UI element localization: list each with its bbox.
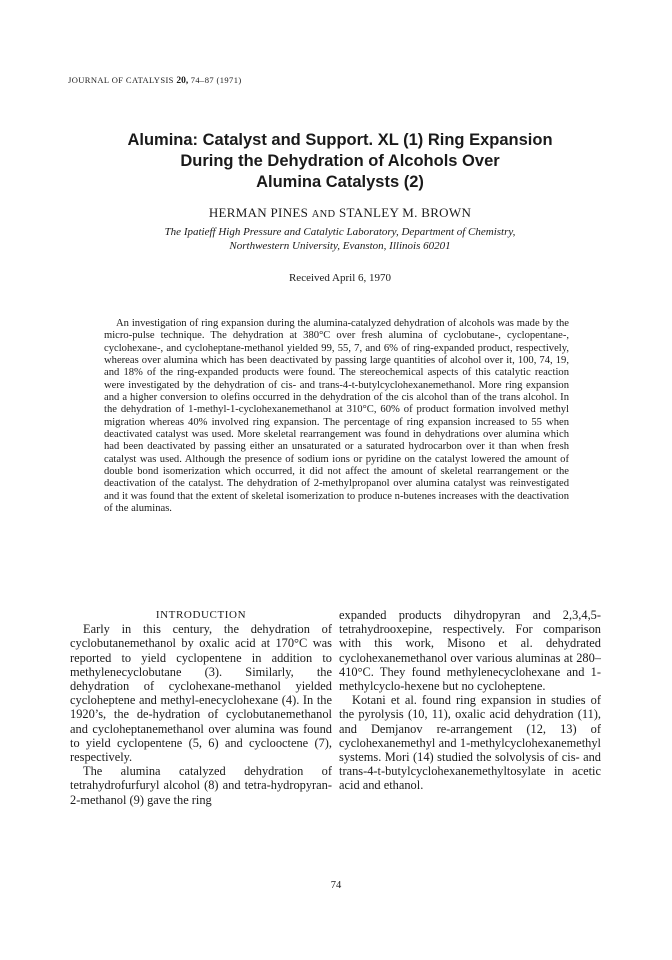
- author-line: [60, 205, 620, 221]
- author-2: STANLEY M. BROWN: [338, 205, 472, 220]
- title-block: [60, 130, 620, 284]
- title-line-1: Alumina: Catalyst and Support. XL (1) Ring Expansion: [127, 131, 553, 149]
- abstract: An investigation of ring expansion during the alumina-catalyzed dehydration of alcohols was made by the micro-pulse technique. The dehydration at 380°C over fresh alumina of cyclobutane-, cyclopentane-, cyclohexane-, and cycloheptane-methanol yielded 99, 55, 7, and 6% of ring-expanded product, respectively, whereas over alumina which has been deactivated by passing large quantities of alcohol over it, 100, 74, 19, and 18% of the ring-expanded products were found. The stereochemical aspects of this catalytic reaction were investigated by the dehydration of cis- and trans-4-t-butylcyclohexanemethanol. More ring expansion and a higher conversion to olefins occurred in the dehydration of the cis alcohol than of the trans alcohol. In the dehydration of 1-methyl-1-cyclohexanemethanol at 310°C, 60% of product formation involved methyl migration whereas 40% involved ring expansion. The percentage of ring expansion increased to 55 when deactivated catalyst was used. More skeletal rearrangement was found in dehydrations over alumina which had been deactivated by passing either an unsaturated or a saturated hydrocarbon over it than when fresh catalyst was used. Although the presence of sodium ions or pyridine on the catalyst lowered the amount of double bond isomerization which occurred, it did not affect the amount of skeletal rearrangement or the deactivation of the catalyst. The dehydration of 2-methylpropanol over alumina catalyst was reinvestigated and it was found that the extent of skeletal isomerization to produce n-butenes increases with the deactivation of the aluminas.: [104, 318, 569, 515]
- author-1: HERMAN PINES: [208, 205, 309, 220]
- journal-volume: 20,: [176, 76, 189, 86]
- affiliation: [60, 225, 620, 253]
- running-head: [68, 75, 242, 86]
- journal-name: JOURNAL OF CATALYSIS: [68, 75, 174, 85]
- article-title: [60, 130, 620, 193]
- intro-paragraph-1: Early in this century, the dehydration of cyclobutanemethanol by oxalic acid at 170°C was reported to yield cyclopentene in addition to methylenecyclobutane (3). Similarly, the dehydration of cyclohexane-methanol yielded cycloheptene and methyl-enecyclohexane (4). In the 1920’s, the de-hydration of cyclobutanemethanol and cycloheptanemethanol over alumina was found to yield cyclopentene (5, 6) and cyclooctene (7), respectively.: [70, 622, 332, 765]
- left-column: [70, 608, 332, 807]
- affiliation-line-2: Northwestern University, Evanston, Illinois 60201: [229, 240, 451, 252]
- journal-pages: 74–87 (1971): [190, 75, 242, 85]
- title-line-2: During the Dehydration of Alcohols Over: [180, 152, 500, 170]
- intro-paragraph-2: The alumina catalyzed dehydration of tetrahydrofurfuryl alcohol (8) and tetra-hydropyran-2-methanol (9) gave the ring: [70, 764, 332, 807]
- intro-paragraph-2-continued: expanded products dihydropyran and 2,3,4,5-tetrahydrooxepine, respectively. For comparison with this work, Misono et al. dehydrated cyclohexanemethanol over various aluminas at 280–410°C. They found methylenecyclohexane and 1-methylcyclo-hexene but no cycloheptene.: [339, 608, 601, 694]
- page-number: 74: [330, 880, 342, 891]
- received-date: Received April 6, 1970: [288, 272, 392, 284]
- section-heading-introduction: INTRODUCTION: [155, 609, 247, 621]
- right-column: [339, 608, 601, 793]
- title-line-3: Alumina Catalysts (2): [256, 173, 424, 191]
- affiliation-line-1: The Ipatieff High Pressure and Catalytic Laboratory, Department of Chemistry,: [164, 226, 516, 238]
- intro-paragraph-3: Kotani et al. found ring expansion in studies of the pyrolysis (10, 11), oxalic acid dehydration (11), and Demjanov re-arrangement (12, 13) of cyclohexanemethyl and 1-methylcyclohexanemethyl systems. Mori (14) studied the solvolysis of cis- and trans-4-t-butylcyclohexanemethyltosylate in acetic acid and ethanol.: [339, 693, 601, 793]
- author-conjunction: AND: [311, 209, 336, 220]
